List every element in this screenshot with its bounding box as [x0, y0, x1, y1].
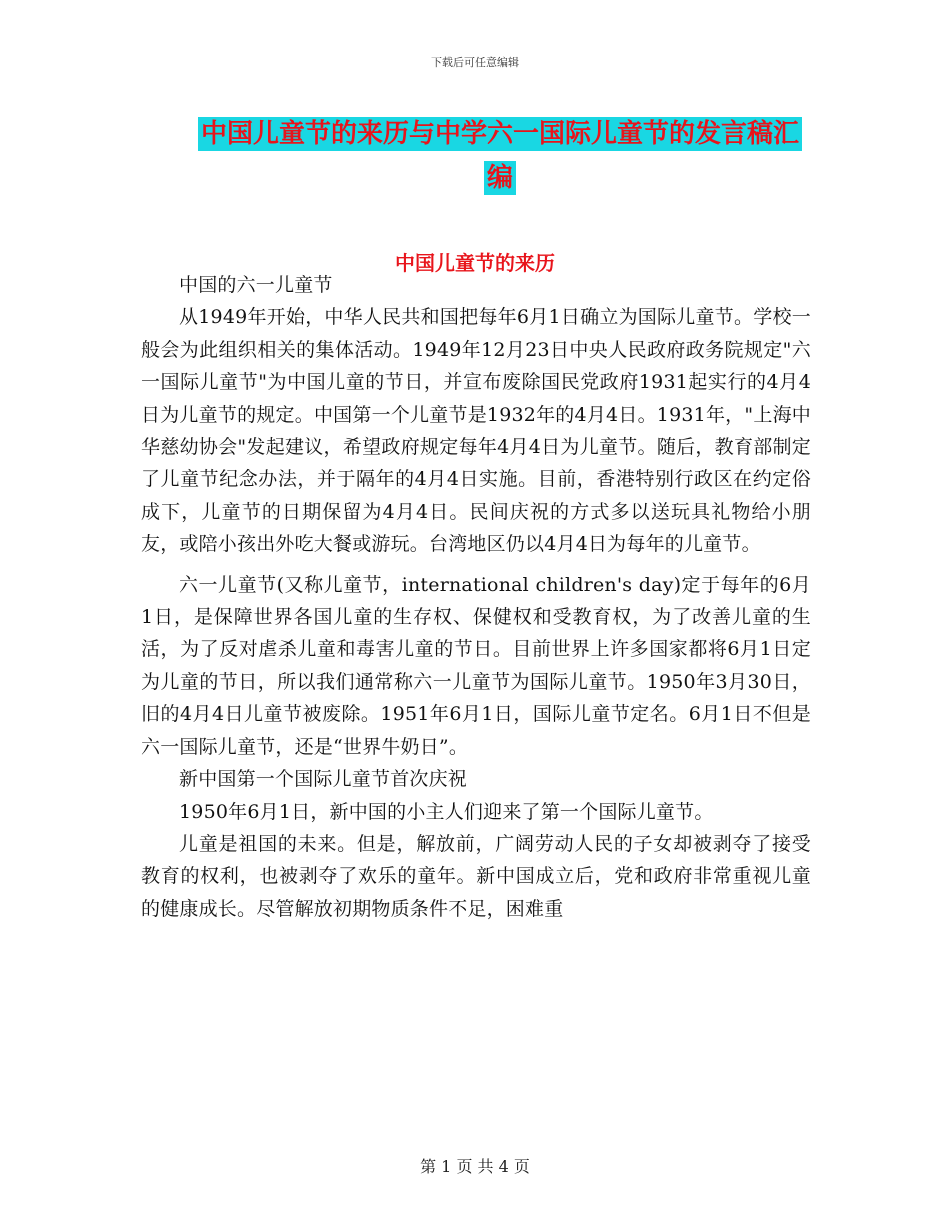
document-body [141, 269, 811, 925]
document-title-text: 中国儿童节的来历与中学六一国际儿童节的发言稿汇编 [198, 117, 802, 195]
section-title: 中国儿童节的来历 [395, 251, 555, 275]
paragraph: 儿童是祖国的未来。但是，解放前，广阔劳动人民的子女却被剥夺了接受教育的权利，也被剥夺了欢乐的童年。新中国成立后，党和政府非常重视儿童的健康成长。尽管解放初期物质条件不足，困难重 [141, 832, 811, 920]
paragraph: 1950年6月1日，新中国的小主人们迎来了第一个国际儿童节。 [179, 800, 714, 823]
paragraph-subheading-2: 新中国第一个国际儿童节首次庆祝 [179, 768, 468, 791]
paragraph: 从1949年开始，中华人民共和国把每年6月1日确立为国际儿童节。学校一般会为此组织相关的集体活动。1949年12月23日中央人民政府政务院规定"六一国际儿童节"为中国儿童的节日，并宣布废除国民党政府1931起实行的4月4日为儿童节的规定。中国第一个儿童节是1932年的4月4日。1931年，"上海中华慈幼协会"发起建议，希望政府规定每年4月4日为儿童节。随后，教育部制定了儿童节纪念办法，并于隔年的4月4日实施。目前，香港特别行政区在约定俗成下，儿童节的日期保留为4月4日。民间庆祝的方式多以送玩具礼物给小朋友，或陪小孩出外吃大餐或游玩。台湾地区仍以4月4日为每年的儿童节。 [141, 306, 811, 556]
header-note: 下载后可任意编辑 [431, 56, 519, 69]
paragraph: 六一儿童节(又称儿童节，international children's day)定于每年的6月1日，是保障世界各国儿童的生存权、保健权和受教育权，为了改善儿童的生活，为了反对虐杀儿童和毒害儿童的节日。目前世界上许多国家都将6月1日定为儿童的节日，所以我们通常称六一儿童节为国际儿童节。1950年3月30日，旧的4月4日儿童节被废除。1951年6月1日，国际儿童节定名。6月1日不但是六一国际儿童节，还是“世界牛奶日”。 [141, 573, 811, 758]
page-footer: 第 1 页 共 4 页 [420, 1157, 530, 1176]
paragraph-subheading-1: 中国的六一儿童节 [179, 274, 333, 296]
document-title [190, 112, 810, 200]
